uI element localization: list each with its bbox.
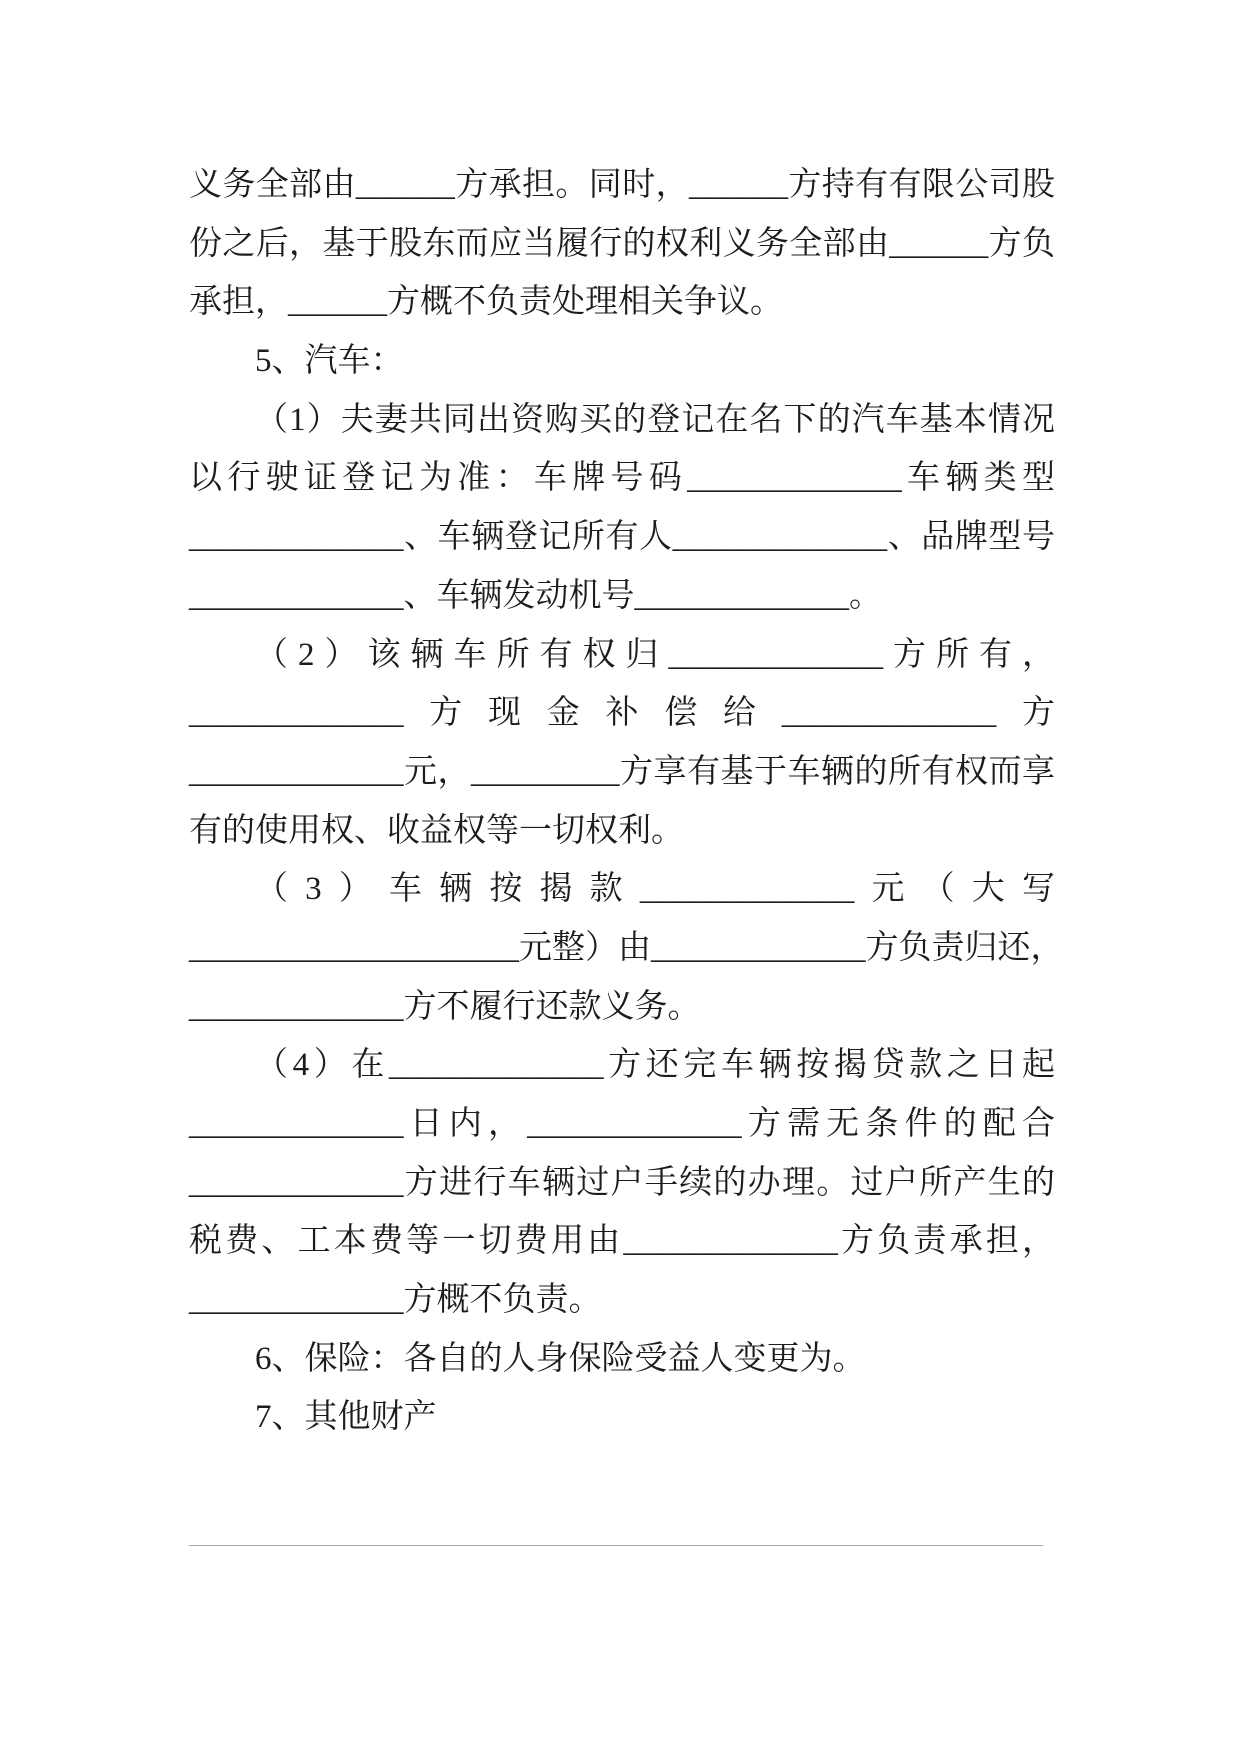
clause-car-3	[189, 860, 1064, 1036]
text-line: （4）在_____________方还完车辆按揭贷款之日起	[255, 1047, 1055, 1084]
text-line: 税费、工本费等一切费用由_____________方负责承担，	[189, 1223, 1055, 1260]
text-line: _____________方不履行还款义务。	[189, 988, 701, 1025]
text-line: _____________日内，_____________方需无条件的配合	[189, 1106, 1055, 1142]
text-line: _____________元，_________方享有基于车辆的所有权而享	[189, 753, 1055, 790]
clause-car-2	[189, 626, 1055, 861]
text-line: _____________、车辆登记所有人_____________、品牌型号	[189, 519, 1055, 556]
text-line: 义务全部由______方承担。同时，______方持有有限公司股	[189, 167, 1055, 203]
text-line: 以行驶证登记为准：车牌号码_____________车辆类型	[189, 460, 1055, 497]
text-line: （2）该辆车所有权归_____________方所有，	[255, 636, 1055, 673]
clause-car-4	[189, 1036, 1055, 1329]
text-line: 7、其他财产	[255, 1399, 437, 1436]
text-line: 份之后，基于股东而应当履行的权利义务全部由______方负	[189, 225, 1055, 262]
text-line: 有的使用权、收益权等一切权利。	[189, 812, 684, 849]
text-line: _____________方现金补偿给_____________方	[189, 695, 1055, 732]
text-line: 5、汽车：	[255, 343, 404, 380]
document-body	[189, 156, 1064, 1447]
text-line: _____________方进行车辆过户手续的办理。过户所产生的	[189, 1164, 1055, 1201]
text-line: _____________、车辆发动机号_____________。	[189, 577, 882, 614]
text-line: 6、保险：各自的人身保险受益人变更为。	[255, 1340, 866, 1377]
section-heading-car	[189, 332, 1055, 391]
section-insurance	[189, 1330, 1055, 1389]
text-line: （3）车辆按揭款_____________元（大写	[255, 871, 1055, 908]
paragraph-shares-continuation	[189, 156, 1055, 332]
section-other-property	[189, 1388, 1055, 1447]
text-line: 承担，______方概不负责处理相关争议。	[189, 284, 783, 321]
blank-fill-line	[189, 1545, 1043, 1546]
text-line: _____________方概不负责。	[189, 1282, 602, 1319]
text-line: （1）夫妻共同出资购买的登记在名下的汽车基本情况	[255, 401, 1055, 438]
text-line: ____________________元整）由_____________方负责归还，	[189, 929, 1064, 966]
clause-car-1	[189, 391, 1055, 626]
